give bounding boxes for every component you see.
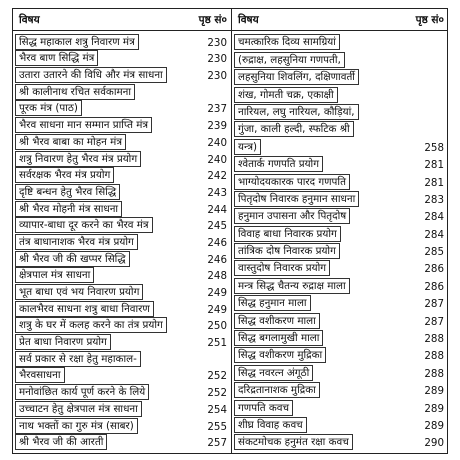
entry-title: मन्त्र सिद्ध चैतन्य रुद्राक्ष माला <box>234 278 350 294</box>
right-entries <box>232 31 448 450</box>
entry-title: दरिद्रतानाशक मुद्रिका <box>234 382 320 398</box>
table-of-contents <box>12 8 448 454</box>
entry-title: भैरव साधना मान सम्मान प्राप्ति मंत्र <box>15 117 152 133</box>
entry-page-number: 289 <box>424 419 444 432</box>
toc-entry <box>232 329 448 346</box>
toc-entry <box>232 172 448 189</box>
toc-entry <box>232 120 448 137</box>
subject-heading: विषय <box>238 13 259 26</box>
entry-title: मनोवांछित कार्य पूर्ण करने के लिये <box>15 384 149 400</box>
entry-title: शत्रु के घर में कलह करने का तंत्र प्रयोग <box>15 317 167 333</box>
toc-entry <box>13 434 231 451</box>
toc-entry <box>232 155 448 172</box>
toc-entry <box>13 100 231 117</box>
entry-title: विवाह बाधा निवारक प्रयोग <box>234 226 341 242</box>
entry-page-number: 240 <box>207 136 227 149</box>
entry-title: पितृदोष निवारक हनुमान साधना <box>234 191 359 207</box>
entry-title: श्री भैरव मोहनी मंत्र साधना <box>15 201 122 217</box>
toc-entry <box>232 68 448 85</box>
entry-title: दृष्टि बन्धन हेतु भैरव सिद्धि <box>15 184 120 200</box>
entry-page-number: 242 <box>207 170 227 183</box>
toc-entry <box>232 33 448 50</box>
entry-title: तंत्र बाधानाशक भैरव मंत्र प्रयोग <box>15 234 138 250</box>
entry-title: सिद्ध बगलामुखी माला <box>234 330 323 346</box>
toc-entry <box>232 137 448 154</box>
entry-page-number: 244 <box>207 203 227 216</box>
entry-title: भाग्योदयकारक पारद गणपति <box>234 174 350 190</box>
toc-entry <box>232 259 448 276</box>
toc-entry <box>232 276 448 293</box>
entry-title: श्री भैरव बाबा का मोहन मंत्र <box>15 134 126 150</box>
page-number-heading: पृष्ठ सं० <box>415 13 444 26</box>
entry-page-number: 286 <box>424 263 444 276</box>
entry-title: नाथ भक्तों का गुरु मंत्र (साबर) <box>15 418 138 434</box>
entry-title: उच्चाटन हेतु क्षेत्रपाल मंत्र साधना <box>15 401 142 417</box>
page-number-heading: पृष्ठ सं० <box>198 13 227 26</box>
entry-page-number: 230 <box>207 70 227 83</box>
toc-entry <box>232 50 448 67</box>
toc-entry <box>13 66 231 83</box>
entry-title: शत्रु निवारण हेतु भैरव मंत्र प्रयोग <box>15 151 141 167</box>
entry-title: तांत्रिक दोष निवारक प्रयोग <box>234 243 340 259</box>
entry-title: सर्व प्रकार से रक्षा हेतु महाकाल- <box>15 351 141 367</box>
toc-entry <box>13 150 231 167</box>
toc-entry <box>13 267 231 284</box>
entry-page-number: 230 <box>207 36 227 49</box>
toc-entry <box>232 224 448 241</box>
toc-entry <box>13 350 231 367</box>
entry-title: भैरवसाधना <box>15 367 65 383</box>
entry-title: उतारा उतारने की विधि और मंत्र साधना <box>15 67 167 83</box>
toc-entry <box>13 116 231 133</box>
entry-title: भूत बाधा एवं भय निवारण प्रयोग <box>15 284 143 300</box>
entry-page-number: 289 <box>424 402 444 415</box>
entry-page-number: 245 <box>207 220 227 233</box>
entry-page-number: 284 <box>424 228 444 241</box>
toc-entry <box>13 333 231 350</box>
right-column-header <box>232 9 448 31</box>
entry-page-number: 252 <box>207 370 227 383</box>
toc-entry <box>13 200 231 217</box>
toc-entry <box>13 383 231 400</box>
entry-page-number: 286 <box>424 280 444 293</box>
toc-entry <box>13 183 231 200</box>
entry-title: गणपति कवच <box>234 400 293 416</box>
entry-title: सिद्ध वशीकरण माला <box>234 313 320 329</box>
left-column <box>13 9 231 453</box>
toc-entry <box>13 417 231 434</box>
entry-page-number: 285 <box>424 246 444 259</box>
entry-page-number: 290 <box>424 437 444 450</box>
toc-entry <box>232 311 448 328</box>
toc-entry <box>13 317 231 334</box>
left-entries <box>13 31 231 450</box>
toc-entry <box>232 416 448 433</box>
entry-page-number: 288 <box>424 367 444 380</box>
toc-entry <box>13 167 231 184</box>
entry-page-number: 254 <box>207 403 227 416</box>
entry-title: सिद्ध महाकाल शत्रु निवारण मंत्र <box>15 34 139 50</box>
entry-page-number: 289 <box>424 385 444 398</box>
toc-entry <box>232 433 448 450</box>
entry-title: संकटमोचक हनुमंत रक्षा कवच <box>234 434 353 450</box>
toc-entry <box>232 85 448 102</box>
toc-entry <box>13 217 231 234</box>
right-column <box>232 9 448 453</box>
entry-page-number: 288 <box>424 350 444 363</box>
entry-title: श्री कालीनाथ रचित सर्वकामना <box>15 84 135 100</box>
entry-page-number: 287 <box>424 315 444 328</box>
entry-title: सिद्ध वशीकरण मुद्रिका <box>234 347 326 363</box>
entry-title: श्री भैरव जी की खप्पर सिद्धि <box>15 251 130 267</box>
toc-entry <box>232 381 448 398</box>
entry-page-number: 239 <box>207 120 227 133</box>
toc-entry <box>232 294 448 311</box>
entry-title: व्यापार-बाधा दूर करने का भैरव मंत्र <box>15 217 153 233</box>
entry-page-number: 250 <box>207 320 227 333</box>
toc-entry <box>232 103 448 120</box>
entry-title: शंख, गोमती चक्र, एकाक्षी <box>234 87 338 103</box>
toc-entry <box>232 346 448 363</box>
entry-title: सिद्ध हनुमान माला <box>234 295 311 311</box>
entry-title: वास्तुदोष निवारक प्रयोग <box>234 260 330 276</box>
toc-entry <box>13 250 231 267</box>
entry-title: सर्वरक्षक भैरव मंत्र प्रयोग <box>15 167 114 183</box>
toc-entry <box>13 283 231 300</box>
entry-title: श्री भैरव जी की आरती <box>15 434 107 450</box>
entry-title: प्रेत बाधा निवारण प्रयोग <box>15 334 111 350</box>
toc-entry <box>13 300 231 317</box>
toc-entry <box>13 133 231 150</box>
toc-entry <box>232 363 448 380</box>
entry-page-number: 284 <box>424 211 444 224</box>
entry-title: कालभैरव साधना शत्रु बाधा निवारण <box>15 301 154 317</box>
entry-title: क्षेत्रपाल मंत्र साधना <box>15 267 94 283</box>
entry-title: यन्त्र) <box>234 139 261 155</box>
entry-page-number: 246 <box>207 236 227 249</box>
entry-page-number: 230 <box>207 53 227 66</box>
entry-page-number: 283 <box>424 193 444 206</box>
entry-page-number: 237 <box>207 103 227 116</box>
toc-entry <box>232 207 448 224</box>
entry-title: हनुमान उपासना और पितृदोष <box>234 208 350 224</box>
toc-entry <box>13 367 231 384</box>
toc-entry <box>13 400 231 417</box>
toc-entry <box>232 190 448 207</box>
toc-entry <box>13 233 231 250</box>
entry-title: शीघ्र विवाह कवच <box>234 417 307 433</box>
entry-page-number: 287 <box>424 298 444 311</box>
entry-title: पूरक मंत्र (पाठ) <box>15 100 82 116</box>
toc-entry <box>13 50 231 67</box>
toc-entry <box>13 33 231 50</box>
entry-page-number: 281 <box>424 176 444 189</box>
entry-page-number: 249 <box>207 287 227 299</box>
entry-title: श्वेतार्क गणपति प्रयोग <box>234 156 323 172</box>
entry-page-number: 249 <box>207 303 227 316</box>
entry-title: गुंजा, काली हल्दी, स्फटिक श्री <box>234 121 354 137</box>
entry-title: भैरव बाण सिद्धि मंत्र <box>15 50 98 66</box>
entry-title: सिद्ध नवरत्न अंगूठी <box>234 365 313 381</box>
entry-page-number: 281 <box>424 159 444 172</box>
entry-title: चमत्कारिक दिव्य सामग्रियां <box>234 34 340 50</box>
entry-title: लहसुनिया शिवलिंग, दक्षिणावर्ती <box>234 69 359 85</box>
entry-page-number: 258 <box>424 141 444 154</box>
entry-title: (रुद्राक्ष, लहसुनिया गणपती, <box>234 52 345 68</box>
subject-heading: विषय <box>19 13 40 26</box>
toc-entry <box>232 398 448 415</box>
entry-page-number: 257 <box>207 437 227 450</box>
entry-page-number: 251 <box>207 337 227 350</box>
entry-title: नारियल, लघु नारियल, कौड़ियां, <box>234 104 359 120</box>
entry-page-number: 252 <box>207 387 227 400</box>
entry-page-number: 255 <box>207 420 227 433</box>
toc-entry <box>13 83 231 100</box>
entry-page-number: 240 <box>207 153 227 166</box>
left-column-header <box>13 9 231 31</box>
entry-page-number: 246 <box>207 253 227 266</box>
entry-page-number: 248 <box>207 270 227 283</box>
entry-page-number: 288 <box>424 333 444 346</box>
toc-entry <box>232 242 448 259</box>
entry-page-number: 243 <box>207 186 227 199</box>
